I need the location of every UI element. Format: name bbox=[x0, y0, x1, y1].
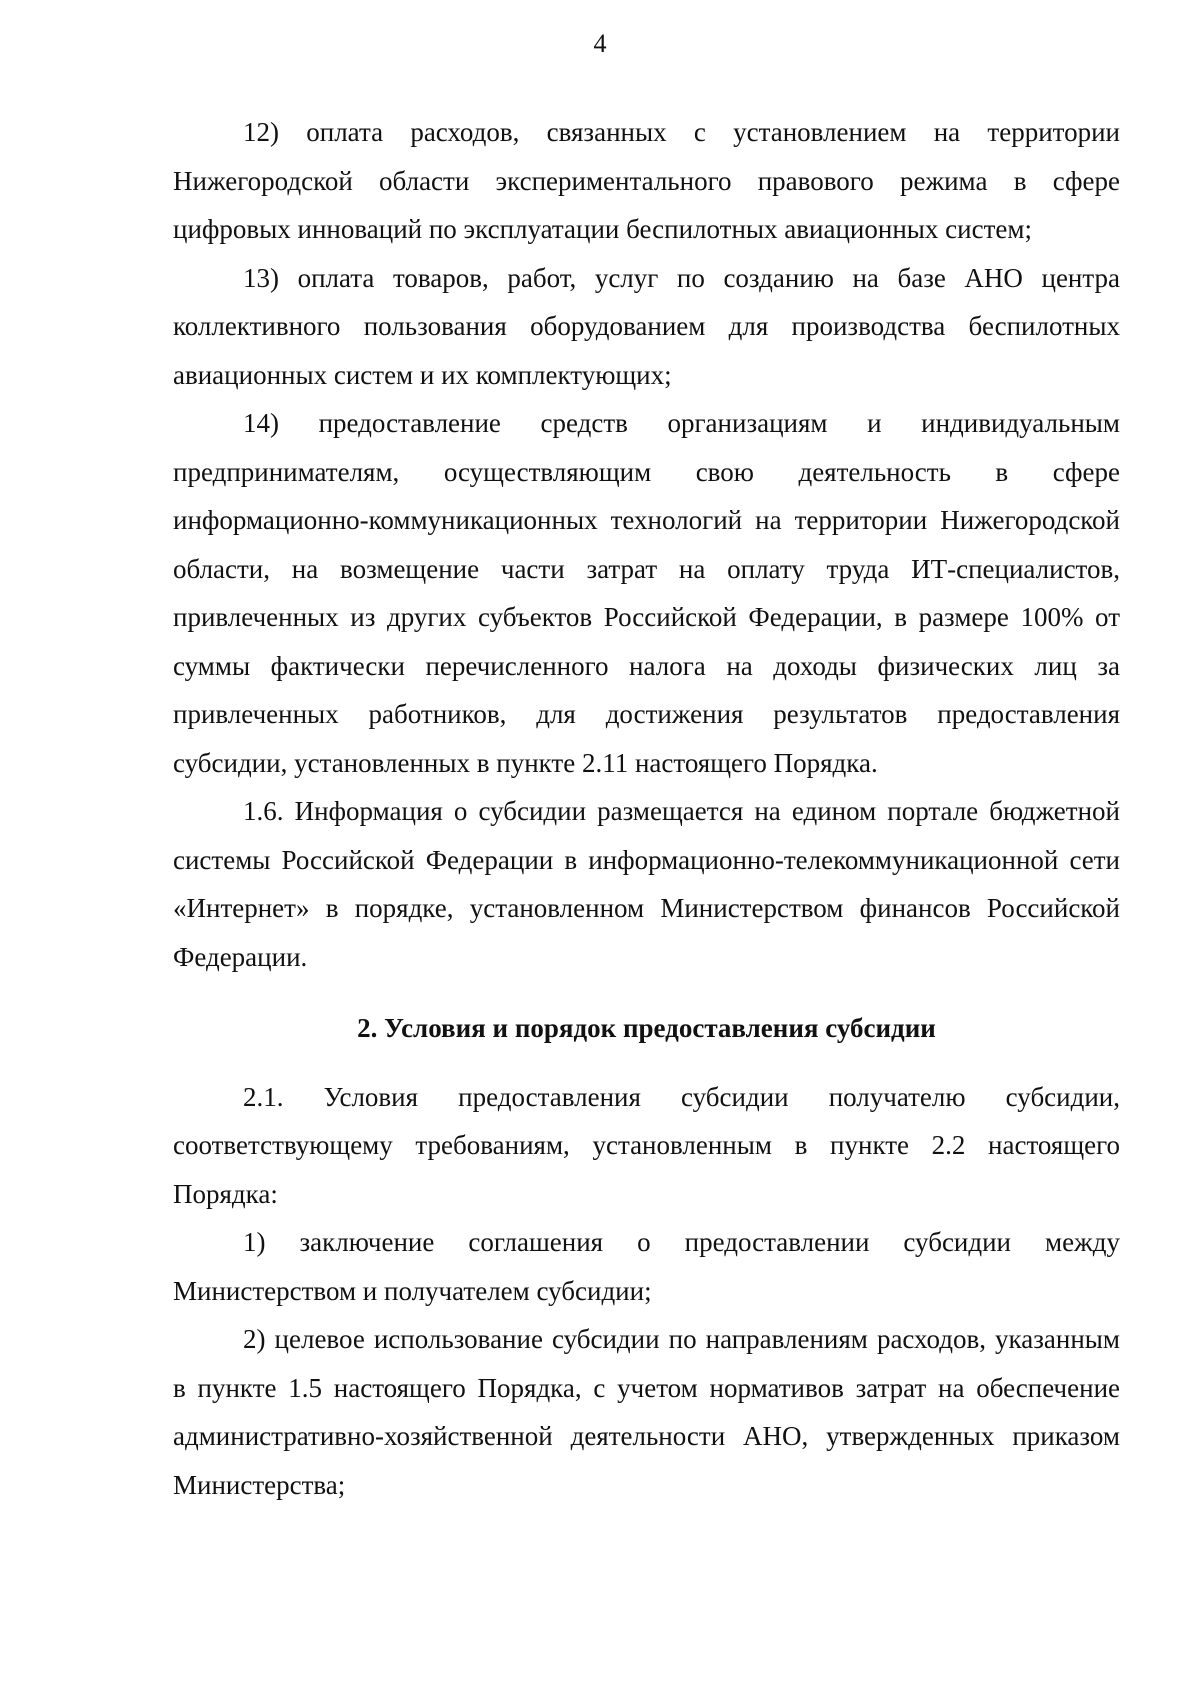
paragraph-condition-1: 1) заключение соглашения о предоставлении субсидии между Министерством и получателем субсидии; bbox=[173, 1227, 1120, 1306]
paragraph-item-12: 12) оплата расходов, связанных с установлением на территории Нижегородской области экспериментального правового режима в сфере цифровых инноваций по эксплуатации беспилотных авиационных систем; bbox=[173, 117, 1120, 244]
paragraph-clause-2-1: 2.1. Условия предоставления субсидии получателю субсидии, соответствующему требованиям, установленным в пункте 2.2 настоящего Порядка: bbox=[173, 1081, 1120, 1209]
page-number: 4 bbox=[593, 29, 607, 58]
paragraph-condition-2: 2) целевое использование субсидии по направлениям расходов, указанным в пункте 1.5 настоящего Порядка, с учетом нормативов затрат на обеспечение административно-хозяйственной деятельности АНО, утвержденных приказом Министерства; bbox=[173, 1324, 1120, 1500]
paragraph-item-13: 13) оплата товаров, работ, услуг по созданию на базе АНО центра коллективного пользования оборудованием для производства беспилотных авиационных систем и их комплектующих; bbox=[173, 262, 1120, 390]
section-heading: 2. Условия и порядок предоставления субсидии bbox=[357, 1013, 936, 1043]
paragraph-item-14: 14) предоставление средств организациям и индивидуальным предпринимателям, осуществляющим свою деятельность в сфере информационно-коммуникационных технологий на территории Нижегородской области, на возмещение части затрат на оплату труда ИТ-специалистов, привлеченных из других субъектов Российской Федерации, в размере 100% от суммы фактически перечисленного налога на доходы физических лиц за привлеченных работников, для достижения результатов предоставления субсидии, установленных в пункте 2.11 настоящего Порядка. bbox=[173, 408, 1120, 778]
paragraph-clause-1-6: 1.6. Информация о субсидии размещается на едином портале бюджетной системы Российской Федерации в информационно-телекоммуникационной сети «Интернет» в порядке, установленном Министерством финансов Российской Федерации. bbox=[173, 796, 1120, 972]
document-body bbox=[173, 108, 1120, 1509]
